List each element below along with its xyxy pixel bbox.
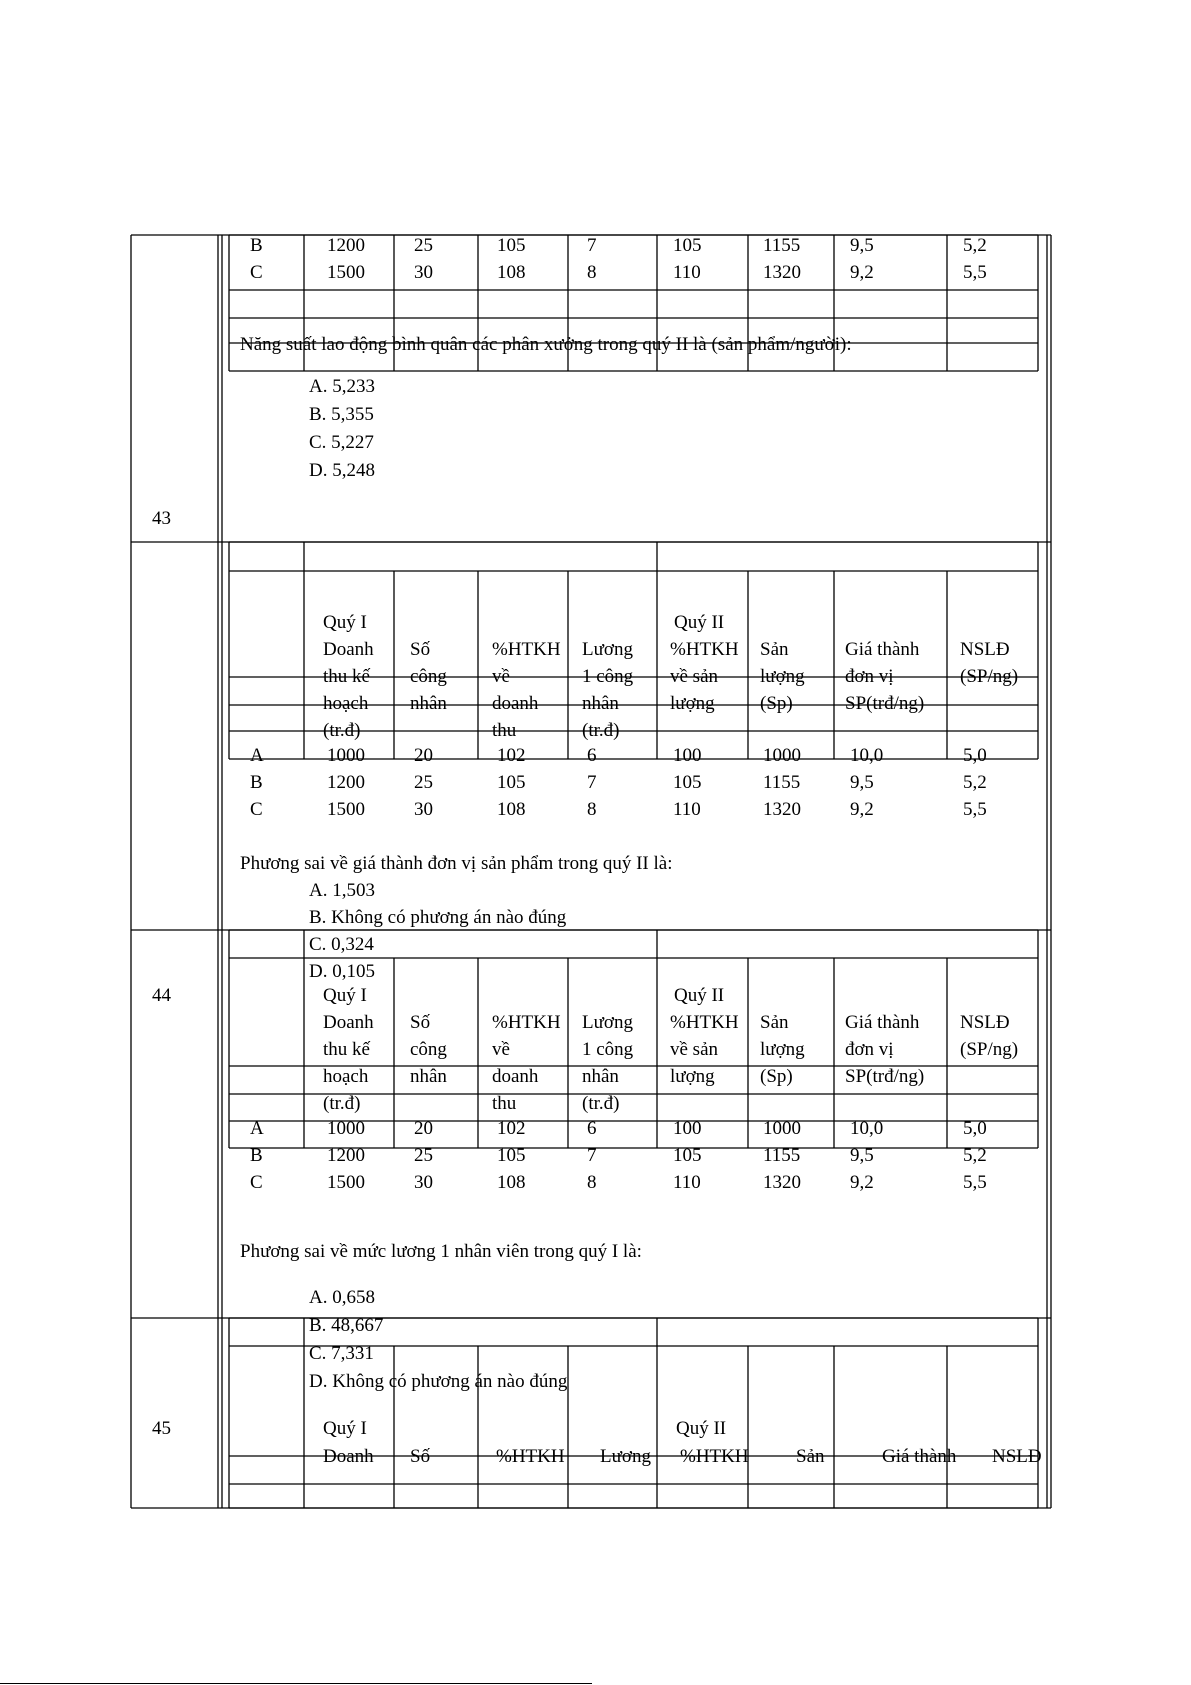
q44-row-cell: 5,5 (963, 799, 987, 820)
q44-row-cell: 110 (673, 799, 701, 820)
q45-row-cell: 105 (673, 1145, 702, 1166)
q45-number: 45 (152, 1418, 171, 1439)
q45-row-cell: B (250, 1145, 263, 1166)
q45-header-cell: (Sp) (760, 1066, 793, 1087)
q43-row-cell: 5,5 (963, 262, 987, 283)
q44-header-cell: (Sp) (760, 693, 793, 714)
q43-row-cell: 1155 (763, 235, 801, 256)
q45-header-cell: lượng (670, 1066, 715, 1087)
q44-header-cell: (tr.đ) (582, 720, 620, 741)
q44-question-text: Phương sai về giá thành đơn vị sản phẩm trong quý II là: (240, 853, 673, 874)
q43-row-cell: 25 (414, 235, 433, 256)
q44-header-cell: (SP/ng) (960, 666, 1019, 687)
q44-row-cell: 1320 (763, 799, 801, 820)
q43-row-cell: 9,5 (850, 235, 874, 256)
q43-row-cell: 110 (673, 262, 701, 283)
q43-option: B. 5,355 (309, 404, 374, 425)
q45-next-header-cell: Số (410, 1446, 431, 1467)
q45-option: C. 7,331 (309, 1343, 374, 1364)
q44-option: A. 1,503 (309, 880, 375, 901)
q44-quy1-label: Quý I (323, 612, 367, 633)
q44-row-cell: 8 (587, 799, 597, 820)
q45-header-cell: (tr.đ) (582, 1093, 620, 1114)
q45-row-cell: 108 (497, 1172, 526, 1193)
q44-option: B. Không có phương án nào đúng (309, 907, 567, 928)
q45-row-cell: 100 (673, 1118, 702, 1139)
q44-option: D. 0,105 (309, 961, 375, 982)
q45-question-text: Phương sai về mức lương 1 nhân viên trong quý I là: (240, 1241, 642, 1262)
q44-header-cell: Lương (582, 639, 633, 660)
q45-row-cell: 1500 (327, 1172, 365, 1193)
q45-next-header-cell: %HTKH (496, 1446, 565, 1467)
q44-header-cell: doanh (492, 693, 539, 714)
q44-header-cell: SP(trđ/ng) (845, 693, 925, 714)
q44-header-cell: nhân (410, 693, 447, 714)
q45-next-quy2-label: Quý II (676, 1418, 727, 1439)
q44-header-cell: Sản (760, 639, 789, 660)
q44-quy2-label: Quý II (674, 612, 725, 633)
q44-row-cell: 100 (673, 745, 702, 766)
q45-header-cell: 1 công (582, 1039, 634, 1060)
q45-header-cell: nhân (410, 1066, 447, 1087)
q45-header-cell: NSLĐ (960, 1012, 1010, 1033)
q44-row-cell: 7 (587, 772, 597, 793)
q45-next-quy1-label: Quý I (323, 1418, 367, 1439)
q45-next-header-cell: Giá thành (882, 1446, 957, 1467)
q44-row-cell: 9,2 (850, 799, 874, 820)
q44-header-cell: NSLĐ (960, 639, 1010, 660)
q44-row-cell: 10,0 (850, 745, 884, 766)
q45-quy2-label: Quý II (674, 985, 725, 1006)
q45-option: D. Không có phương án nào đúng (309, 1371, 568, 1392)
q45-row-cell: 102 (497, 1118, 526, 1139)
q45-row-cell: 105 (497, 1145, 526, 1166)
q45-row-cell: 5,0 (963, 1118, 987, 1139)
q45-next-header-cell: Doanh (323, 1446, 374, 1467)
q45-row-cell: 110 (673, 1172, 701, 1193)
q45-header-cell: (tr.đ) (323, 1093, 361, 1114)
q45-header-cell: %HTKH (670, 1012, 739, 1033)
q45-row-cell: 6 (587, 1118, 597, 1139)
q45-row-cell: 1200 (327, 1145, 365, 1166)
q44-row-cell: A (250, 745, 264, 766)
q45-header-cell: %HTKH (492, 1012, 561, 1033)
q44-header-cell: về sản (670, 666, 719, 687)
q43-row-cell: 1200 (327, 235, 365, 256)
q44-header-cell: Số (410, 639, 431, 660)
q45-row-cell: A (250, 1118, 264, 1139)
q45-row-cell: C (250, 1172, 263, 1193)
footnote-rule (0, 1683, 592, 1684)
q45-header-cell: SP(trđ/ng) (845, 1066, 925, 1087)
q44-row-cell: 1500 (327, 799, 365, 820)
q45-header-cell: về (492, 1039, 510, 1060)
q43-row-cell: B (250, 235, 263, 256)
q43-row-cell: 30 (414, 262, 433, 283)
q44-row-cell: 9,5 (850, 772, 874, 793)
q45-row-cell: 1155 (763, 1145, 801, 1166)
q43-row-cell: C (250, 262, 263, 283)
q44-header-cell: đơn vị (845, 666, 894, 687)
q45-row-cell: 9,2 (850, 1172, 874, 1193)
q44-row-cell: 105 (497, 772, 526, 793)
q44-row-cell: 1155 (763, 772, 801, 793)
q45-header-cell: Sản (760, 1012, 789, 1033)
q44-header-cell: (tr.đ) (323, 720, 361, 741)
q45-next-header-cell: Sản (796, 1446, 825, 1467)
q45-row-cell: 1000 (327, 1118, 365, 1139)
q44-header-cell: công (410, 666, 447, 687)
q44-option: C. 0,324 (309, 934, 374, 955)
q45-row-cell: 30 (414, 1172, 433, 1193)
q44-row-cell: 5,2 (963, 772, 987, 793)
q45-row-cell: 7 (587, 1145, 597, 1166)
q44-header-cell: hoạch (323, 693, 369, 714)
q44-header-cell: 1 công (582, 666, 634, 687)
q45-header-cell: (SP/ng) (960, 1039, 1019, 1060)
q43-option: D. 5,248 (309, 460, 375, 481)
q45-next-header-cell: Lương (600, 1446, 651, 1467)
q43-row-cell: 5,2 (963, 235, 987, 256)
q45-row-cell: 20 (414, 1118, 433, 1139)
q45-header-cell: doanh (492, 1066, 539, 1087)
q44-header-cell: thu kế (323, 666, 370, 687)
q45-option: A. 0,658 (309, 1287, 375, 1308)
q43-number: 43 (152, 508, 171, 529)
q45-option: B. 48,667 (309, 1315, 384, 1336)
q45-header-cell: hoạch (323, 1066, 369, 1087)
q44-row-cell: 1000 (763, 745, 801, 766)
q44-number: 44 (152, 985, 171, 1006)
q45-header-cell: đơn vị (845, 1039, 894, 1060)
q45-row-cell: 5,5 (963, 1172, 987, 1193)
q44-header-cell: về (492, 666, 510, 687)
q45-header-cell: về sản (670, 1039, 719, 1060)
q45-row-cell: 5,2 (963, 1145, 987, 1166)
q43-option: C. 5,227 (309, 432, 374, 453)
q45-next-header-cell: NSLĐ (992, 1446, 1042, 1467)
q45-header-cell: Số (410, 1012, 431, 1033)
q45-row-cell: 25 (414, 1145, 433, 1166)
q44-header-cell: %HTKH (492, 639, 561, 660)
q45-header-cell: thu kế (323, 1039, 370, 1060)
q45-row-cell: 10,0 (850, 1118, 884, 1139)
q45-row-cell: 1000 (763, 1118, 801, 1139)
q43-row-cell: 105 (673, 235, 702, 256)
q45-row-cell: 1320 (763, 1172, 801, 1193)
q44-row-cell: 102 (497, 745, 526, 766)
q43-row-cell: 105 (497, 235, 526, 256)
q44-row-cell: 1000 (327, 745, 365, 766)
q44-row-cell: 105 (673, 772, 702, 793)
q44-row-cell: 1200 (327, 772, 365, 793)
q44-header-cell: %HTKH (670, 639, 739, 660)
q43-row-cell: 8 (587, 262, 597, 283)
q44-header-cell: lượng (670, 693, 715, 714)
q45-header-cell: công (410, 1039, 447, 1060)
q45-row-cell: 8 (587, 1172, 597, 1193)
q44-row-cell: 108 (497, 799, 526, 820)
q45-header-cell: lượng (760, 1039, 805, 1060)
q44-header-cell: Giá thành (845, 639, 920, 660)
q44-row-cell: 6 (587, 745, 597, 766)
q43-row-cell: 7 (587, 235, 597, 256)
q45-quy1-label: Quý I (323, 985, 367, 1006)
q44-row-cell: 30 (414, 799, 433, 820)
q44-row-cell: B (250, 772, 263, 793)
q45-header-cell: Giá thành (845, 1012, 920, 1033)
q45-header-cell: thu (492, 1093, 517, 1114)
q44-row-cell: 25 (414, 772, 433, 793)
q44-row-cell: C (250, 799, 263, 820)
q45-header-cell: nhân (582, 1066, 619, 1087)
q44-row-cell: 5,0 (963, 745, 987, 766)
q45-next-header-cell: %HTKH (680, 1446, 749, 1467)
q43-question-text: Năng suất lao động bình quân các phân xưởng trong quý II là (sản phẩm/người): (240, 334, 852, 355)
q44-header-cell: thu (492, 720, 517, 741)
q44-header-cell: Doanh (323, 639, 374, 660)
q45-header-cell: Doanh (323, 1012, 374, 1033)
q43-row-cell: 1320 (763, 262, 801, 283)
q43-row-cell: 1500 (327, 262, 365, 283)
q43-row-cell: 108 (497, 262, 526, 283)
q45-header-cell: Lương (582, 1012, 633, 1033)
q44-header-cell: lượng (760, 666, 805, 687)
q43-option: A. 5,233 (309, 376, 375, 397)
q43-row-cell: 9,2 (850, 262, 874, 283)
q44-header-cell: nhân (582, 693, 619, 714)
q45-row-cell: 9,5 (850, 1145, 874, 1166)
q44-row-cell: 20 (414, 745, 433, 766)
